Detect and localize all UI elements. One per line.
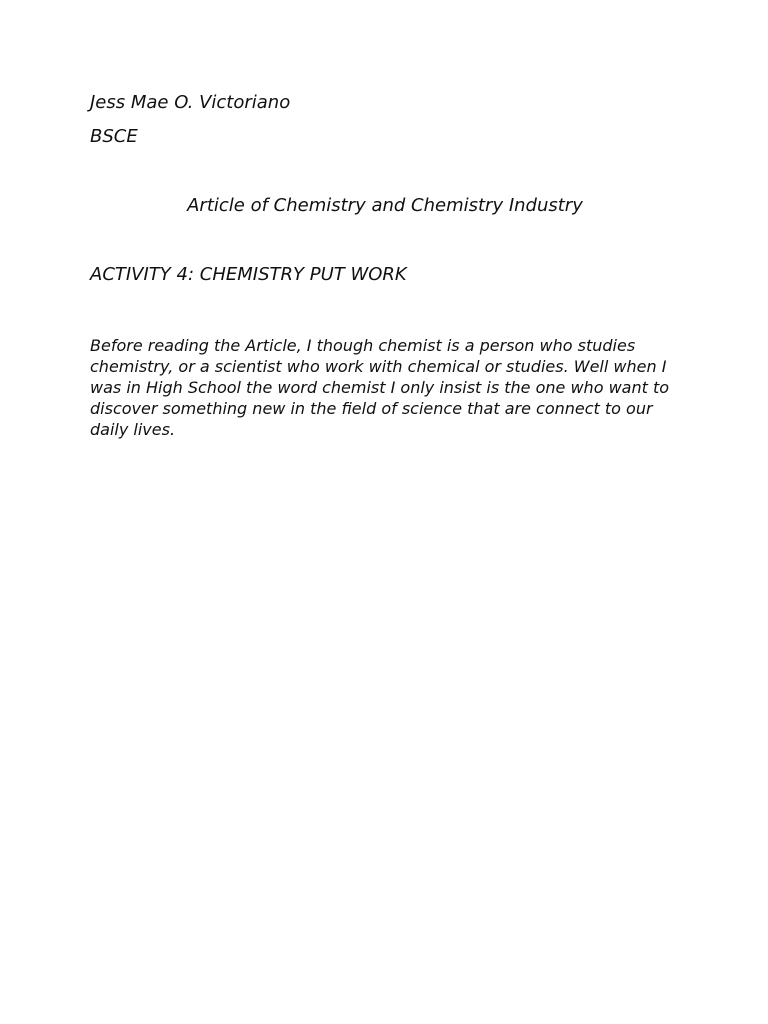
article-title: Article of Chemistry and Chemistry Industry bbox=[187, 195, 583, 216]
author-name: Jess Mae O. Victoriano bbox=[90, 92, 291, 113]
activity-heading: ACTIVITY 4: CHEMISTRY PUT WORK bbox=[90, 264, 407, 285]
course-label: BSCE bbox=[90, 126, 138, 147]
body-paragraph: Before reading the Article, I though chemist is a person who studies chemistry, or a scientist who work with chemical or studies. Well when I was in High School the word chemist I only insist is the one who want to discover something new in the field of science that are connect to our daily lives. bbox=[90, 336, 670, 439]
